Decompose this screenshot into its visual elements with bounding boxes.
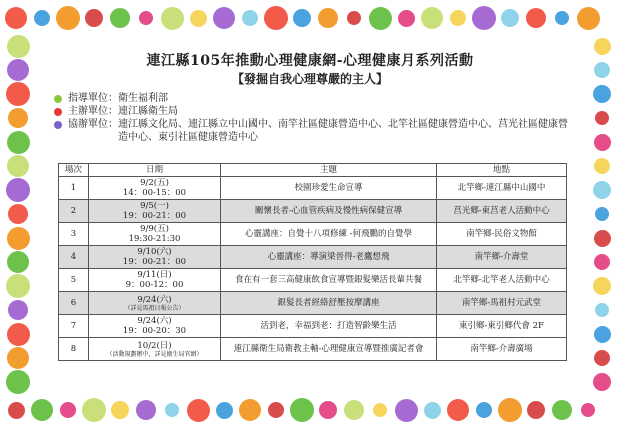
decorative-circle-icon xyxy=(7,227,30,250)
organizer-label: 指導單位： xyxy=(68,93,118,104)
decorative-circle-icon xyxy=(594,350,610,366)
location-cell: 南竿鄉-介壽堂 xyxy=(437,246,567,269)
location-cell: 南竿鄉-介壽廣場 xyxy=(437,338,567,361)
topic-cell: 心靈講座：導演梁晉得-老鷹想飛 xyxy=(221,246,437,269)
organizer-value: 衛生福利部 xyxy=(118,93,168,104)
decorative-circle-icon xyxy=(6,370,30,394)
decorative-circle-icon xyxy=(476,402,492,418)
decorative-circle-icon xyxy=(31,399,53,421)
decorative-circle-icon xyxy=(594,62,610,78)
table-row xyxy=(59,223,567,246)
session-number: 7 xyxy=(59,315,89,338)
header-date: 日期 xyxy=(89,164,221,177)
decorative-circle-icon xyxy=(7,131,30,154)
event-schedule-table xyxy=(58,163,567,361)
decorative-circle-icon xyxy=(7,155,29,177)
session-number: 3 xyxy=(59,223,89,246)
organizer-list xyxy=(54,92,574,144)
table-row xyxy=(59,200,567,223)
date-cell xyxy=(89,200,221,223)
table-header-row xyxy=(59,164,567,177)
decorative-circle-icon xyxy=(577,7,600,30)
decorative-circle-icon xyxy=(552,400,572,420)
decorative-circle-icon xyxy=(8,204,28,224)
decorative-circle-icon xyxy=(595,303,609,317)
event-time: 19：00-21：00 xyxy=(122,211,187,221)
decorative-circle-icon xyxy=(6,82,30,106)
topic-cell: 關懷長者-心血管疾病及慢性病保健宣導 xyxy=(221,200,437,223)
decorative-circle-icon xyxy=(398,10,415,27)
organizer-label: 主辦單位： xyxy=(68,106,118,117)
event-date: 10/2(日) xyxy=(137,340,172,351)
location-cell: 東引鄉-東引鄉代會 2F xyxy=(437,315,567,338)
decorative-circle-icon xyxy=(239,399,261,421)
decorative-circle-icon xyxy=(85,9,103,27)
event-time: 19:30-21:30 xyxy=(128,234,181,244)
decorative-circle-icon xyxy=(594,254,610,270)
decorative-circle-icon xyxy=(82,398,106,422)
organizer-row-host xyxy=(54,105,574,118)
table-row xyxy=(59,246,567,269)
organizer-label: 協辦單位： xyxy=(68,119,118,130)
decorative-circle-icon xyxy=(347,11,361,25)
decorative-circle-icon xyxy=(424,402,441,419)
decorative-circle-icon xyxy=(6,274,30,298)
date-cell xyxy=(89,315,221,338)
table-row xyxy=(59,338,567,361)
session-number: 4 xyxy=(59,246,89,269)
event-note: （詳見馬祖日報公告） xyxy=(124,304,185,312)
event-time: 19：00-21：00 xyxy=(122,257,187,267)
decorative-circle-icon xyxy=(7,59,29,81)
organizer-row-guidance xyxy=(54,92,574,105)
decorative-circle-icon xyxy=(165,403,179,417)
session-number: 5 xyxy=(59,269,89,292)
organizer-value: 連江縣文化局、連江縣立中山國中、南竿社區健康營造中心、北竿社區健康營造中心、莒光社區健康營造中心、東引社區健康營造中心 xyxy=(118,119,568,143)
decorative-circle-icon xyxy=(450,10,466,26)
session-number: 2 xyxy=(59,200,89,223)
event-time: 14：00-15：00 xyxy=(122,188,187,198)
bullet-dot-icon xyxy=(54,121,62,129)
event-date: 9/2(五) xyxy=(140,178,169,188)
decorative-circle-icon xyxy=(111,401,129,419)
session-number: 1 xyxy=(59,177,89,200)
decorative-circle-icon xyxy=(264,6,288,30)
decorative-circle-icon xyxy=(472,6,496,30)
topic-cell: 心靈講座：自覺十八項修練 -何飛鵬的自覺學 xyxy=(221,223,437,246)
location-cell: 北竿鄉-連江縣中山國中 xyxy=(437,177,567,200)
decorative-circle-icon xyxy=(593,373,611,391)
location-cell: 莒光鄉-東莒老人活動中心 xyxy=(437,200,567,223)
decorative-circle-icon xyxy=(593,85,611,103)
date-cell xyxy=(89,269,221,292)
decorative-circle-icon xyxy=(136,400,156,420)
decorative-circle-icon xyxy=(369,7,392,30)
event-date: 9/24(六) xyxy=(137,294,172,305)
decorative-circle-icon xyxy=(526,8,546,28)
decorative-circle-icon xyxy=(7,347,29,369)
event-date: 9/24(六) xyxy=(137,316,172,326)
bullet-dot-icon xyxy=(54,108,62,116)
decorative-circle-icon xyxy=(594,134,611,151)
decorative-circle-icon xyxy=(373,403,387,417)
event-poster xyxy=(50,36,570,396)
table-row xyxy=(59,315,567,338)
date-cell xyxy=(89,292,221,315)
decorative-circle-icon xyxy=(8,300,28,320)
decorative-circle-icon xyxy=(216,402,233,419)
decorative-circle-icon xyxy=(139,11,153,25)
poster-title: 連江縣105年推動心理健康網-心理健康月系列活動 xyxy=(146,53,474,69)
header-topic: 主題 xyxy=(221,164,437,177)
decorative-circle-icon xyxy=(268,402,284,418)
decorative-circle-icon xyxy=(5,7,27,29)
decorative-circle-icon xyxy=(213,7,235,29)
decorative-circle-icon xyxy=(56,6,80,30)
organizer-row-co-host xyxy=(54,118,574,144)
decorative-circle-icon xyxy=(593,277,611,295)
event-time: 9：00-12：00 xyxy=(125,280,184,290)
event-date: 9/11(日) xyxy=(137,270,172,280)
decorative-circle-icon xyxy=(581,403,595,417)
decorative-circle-icon xyxy=(7,35,30,58)
decorative-circle-icon xyxy=(501,9,519,27)
organizer-value: 連江縣衛生局 xyxy=(118,106,178,117)
bullet-dot-icon xyxy=(54,95,62,103)
topic-cell: 校園珍愛生命宣導 xyxy=(221,177,437,200)
decorative-circle-icon xyxy=(34,10,50,26)
location-cell: 南竿鄉-民俗文物館 xyxy=(437,223,567,246)
decorative-circle-icon xyxy=(344,400,364,420)
decorative-circle-icon xyxy=(527,401,545,419)
decorative-circle-icon xyxy=(110,8,130,28)
topic-cell: 食在有一套三高健康飲食宣導暨銀髮樂活長輩共餐 xyxy=(221,269,437,292)
decorative-circle-icon xyxy=(421,7,443,29)
date-cell xyxy=(89,223,221,246)
topic-cell: 連江縣衛生局衛教主軸-心理健康宣導暨推廣記者會 xyxy=(221,338,437,361)
session-number: 8 xyxy=(59,338,89,361)
table-row xyxy=(59,177,567,200)
location-cell: 南竿鄉-馬祖村元武堂 xyxy=(437,292,567,315)
event-note: （活動規劃辦中，詳見衛生局官網） xyxy=(106,350,203,358)
decorative-circle-icon xyxy=(395,399,418,422)
decorative-circle-icon xyxy=(187,399,210,422)
decorative-circle-icon xyxy=(242,10,258,26)
header-session: 場次 xyxy=(59,164,89,177)
poster-subtitle: 【發掘自我心理尊嚴的主人】 xyxy=(231,72,388,86)
decorative-circle-icon xyxy=(498,398,522,422)
decorative-circle-icon xyxy=(290,398,314,422)
decorative-circle-icon xyxy=(8,402,25,419)
event-date: 9/9(五) xyxy=(140,224,169,234)
table-row xyxy=(59,292,567,315)
date-cell xyxy=(89,338,221,361)
decorative-circle-icon xyxy=(293,9,311,27)
table-row xyxy=(59,269,567,292)
decorative-circle-icon xyxy=(595,207,609,221)
decorative-circle-icon xyxy=(594,326,611,343)
session-number: 6 xyxy=(59,292,89,315)
event-time: 19：00-20：30 xyxy=(122,326,187,336)
decorative-circle-icon xyxy=(8,108,28,128)
date-cell xyxy=(89,177,221,200)
decorative-circle-icon xyxy=(594,38,611,55)
decorative-circle-icon xyxy=(318,8,338,28)
decorative-circle-icon xyxy=(7,323,30,346)
decorative-circle-icon xyxy=(595,111,609,125)
decorative-circle-icon xyxy=(319,401,337,419)
event-date: 9/5(一) xyxy=(140,201,169,211)
event-date: 9/10(六) xyxy=(137,247,172,257)
decorative-circle-icon xyxy=(555,11,569,25)
table-body xyxy=(59,177,567,361)
decorative-circle-icon xyxy=(60,402,76,418)
decorative-circle-icon xyxy=(190,10,207,27)
decorative-circle-icon xyxy=(161,7,184,30)
decorative-circle-icon xyxy=(594,230,611,247)
topic-cell: 銀髮長者經絡舒壓按摩講座 xyxy=(221,292,437,315)
decorative-circle-icon xyxy=(594,158,610,174)
decorative-circle-icon xyxy=(6,178,30,202)
header-location: 地點 xyxy=(437,164,567,177)
date-cell xyxy=(89,246,221,269)
location-cell: 北竿鄉-北竿老人活動中心 xyxy=(437,269,567,292)
decorative-circle-icon xyxy=(7,251,29,273)
decorative-circle-icon xyxy=(593,181,611,199)
decorative-circle-icon xyxy=(447,399,469,421)
topic-cell: 活到老，幸福到老：打造智齡樂生活 xyxy=(221,315,437,338)
